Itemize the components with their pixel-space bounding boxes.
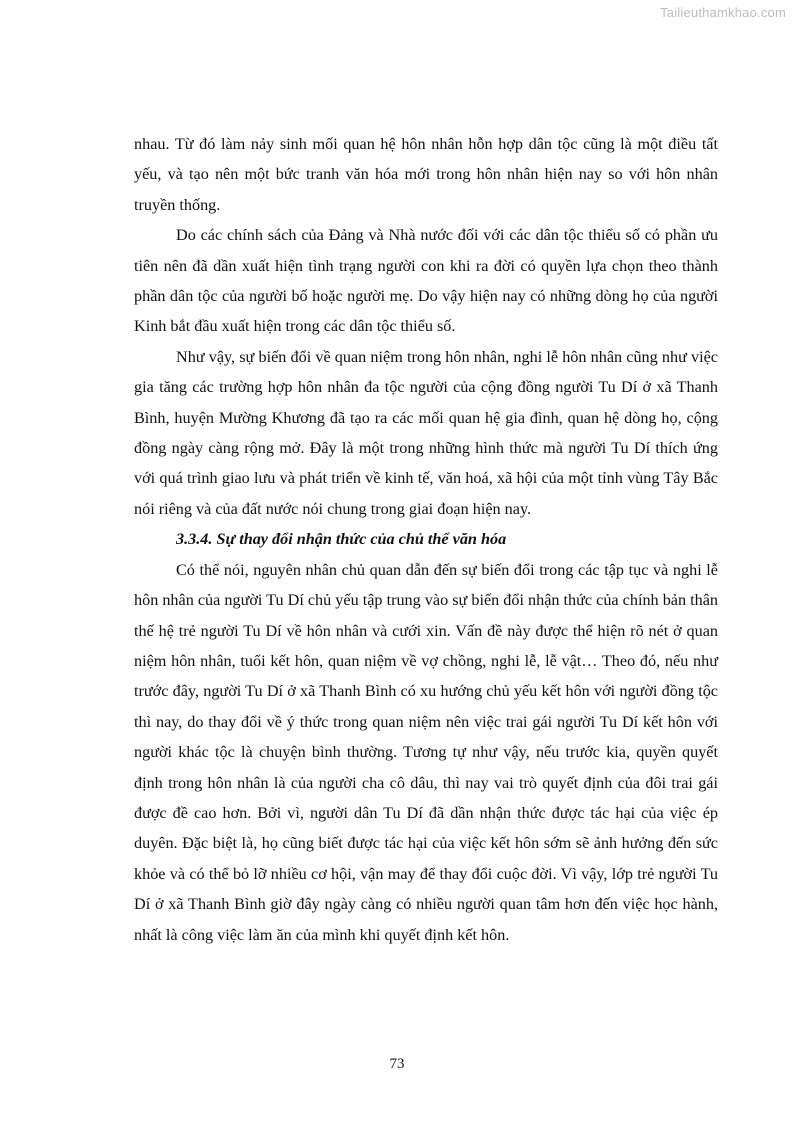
paragraph-summary: Như vậy, sự biến đổi về quan niệm trong hôn nhân, nghi lễ hôn nhân cũng như việc gia tăng các trường hợp hôn nhân đa tộc người của cộng đồng người Tu Dí ở xã Thanh Bình, huyện Mường Khương đã tạo ra các mối quan hệ gia đình, quan hệ dòng họ, cộng đồng ngày càng rộng mở. Đây là một trong những hình thức mà người Tu Dí thích ứng với quá trình giao lưu và phát triển về kinh tế, văn hoá, xã hội của một tỉnh vùng Tây Bắc nói riêng và của đất nước nói chung trong giai đoạn hiện nay. [134, 347, 718, 518]
page-body [134, 129, 718, 950]
paragraph-policy: Do các chính sách của Đảng và Nhà nước đối với các dân tộc thiểu số có phần ưu tiên nên đã dần xuất hiện tình trạng người con khi ra đời có quyền lựa chọn theo thành phần dân tộc của người bố hoặc người mẹ. Do vậy hiện nay có những dòng họ của người Kinh bắt đầu xuất hiện trong các dân tộc thiểu số. [134, 226, 718, 336]
section-heading: 3.3.4. Sự thay đổi nhận thức của chủ thể văn hóa [176, 530, 507, 549]
paragraph-perception: Có thể nói, nguyên nhân chủ quan dẫn đến sự biến đổi trong các tập tục và nghi lễ hôn nhân của người Tu Dí chủ yếu tập trung vào sự biến đổi nhận thức của chính bản thân thế hệ trẻ người Tu Dí về hôn nhân và cưới xin. Vấn đề này được thể hiện rõ nét ở quan niệm hôn nhân, tuổi kết hôn, quan niệm về vợ chồng, nghi lễ, lễ vật… Theo đó, nếu như trước đây, người Tu Dí ở xã Thanh Bình có xu hướng chủ yếu kết hôn với người đồng tộc thì nay, do thay đổi về ý thức trong quan niệm nên việc trai gái người Tu Dí kết hôn với người khác tộc là chuyện bình thường. Tương tự như vậy, nếu trước kia, quyền quyết định trong hôn nhân là của người cha cô dâu, thì nay vai trò quyết định của đôi trai gái được đề cao hơn. Bởi vì, người dân Tu Dí đã dần nhận thức được tác hại của việc ép duyên. Đặc biệt là, họ cũng biết được tác hại của việc kết hôn sớm sẽ ảnh hưởng đến sức khỏe và có thể bỏ lỡ nhiều cơ hội, vận may để thay đổi cuộc đời. Vì vậy, lớp trẻ người Tu Dí ở xã Thanh Bình giờ đây ngày càng có nhiều người quan tâm hơn đến việc học hành, nhất là công việc làm ăn của mình khi quyết định kết hôn. [134, 560, 718, 944]
watermark-text: Tailieuthamkhao.com [660, 5, 786, 20]
page-number: 73 [389, 1056, 405, 1072]
paragraph-continuation: nhau. Từ đó làm nảy sinh mối quan hệ hôn nhân hỗn hợp dân tộc cũng là một điều tất yếu, và tạo nên một bức tranh văn hóa mới trong hôn nhân hiện nay so với hôn nhân truyền thống. [134, 135, 718, 214]
